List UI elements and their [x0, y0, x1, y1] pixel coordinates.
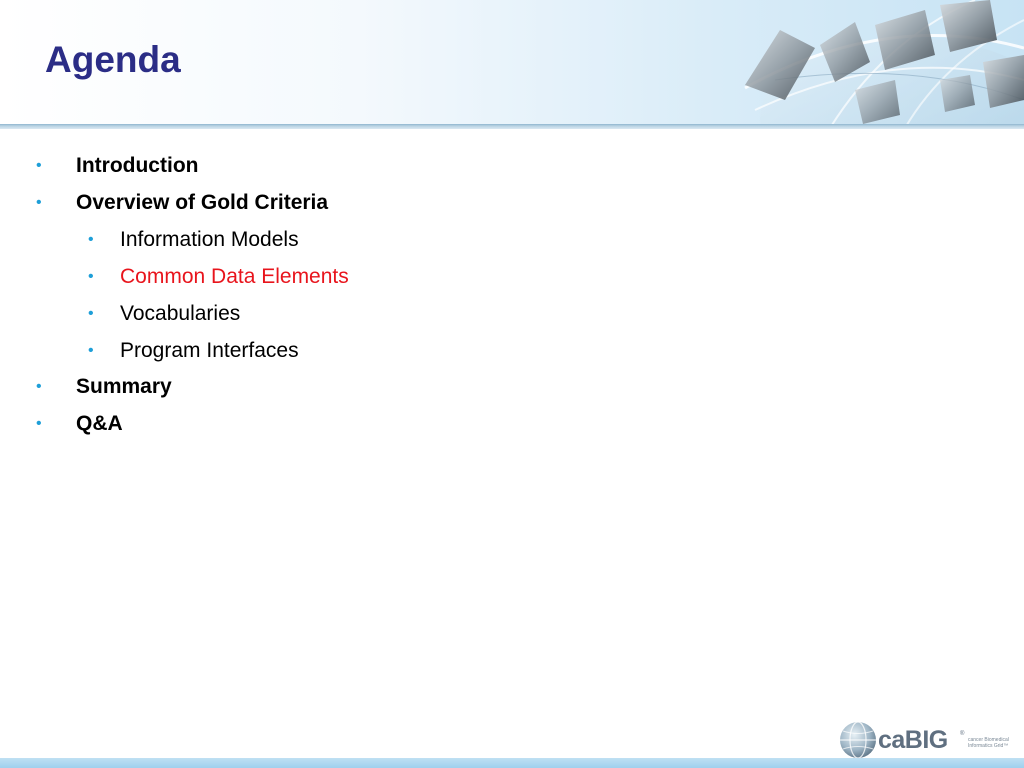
- bullet-icon: •: [36, 157, 42, 174]
- bullet-icon: •: [36, 378, 42, 395]
- bullet-icon: •: [88, 231, 94, 248]
- agenda-item-label: Information Models: [120, 228, 299, 251]
- bullet-icon: •: [36, 194, 42, 211]
- agenda-item-label: Program Interfaces: [120, 339, 299, 362]
- globe-photo-collage-graphic: [735, 0, 1024, 128]
- agenda-item-label: Q&A: [76, 412, 123, 435]
- bullet-icon: •: [88, 342, 94, 359]
- agenda-item-label: Introduction: [76, 154, 199, 177]
- agenda-item-label: Overview of Gold Criteria: [76, 191, 329, 214]
- bullet-icon: •: [88, 305, 94, 322]
- cabig-logo-text: caBIG: [878, 726, 948, 754]
- bullet-icon: •: [36, 415, 42, 432]
- agenda-item-label: Common Data Elements: [120, 265, 349, 288]
- globe-logo-icon: [838, 720, 878, 760]
- cabig-logo-tagline: cancer Biomedical Informatics Grid™: [968, 737, 1009, 749]
- header-divider: [0, 124, 1024, 129]
- footer-bar: [0, 758, 1024, 768]
- slide-title: Agenda: [45, 39, 181, 80]
- bullet-icon: •: [88, 268, 94, 285]
- cabig-logo-trademark: ®: [960, 731, 965, 737]
- agenda-item-label: Vocabularies: [120, 302, 241, 325]
- agenda-item-label: Summary: [76, 375, 172, 398]
